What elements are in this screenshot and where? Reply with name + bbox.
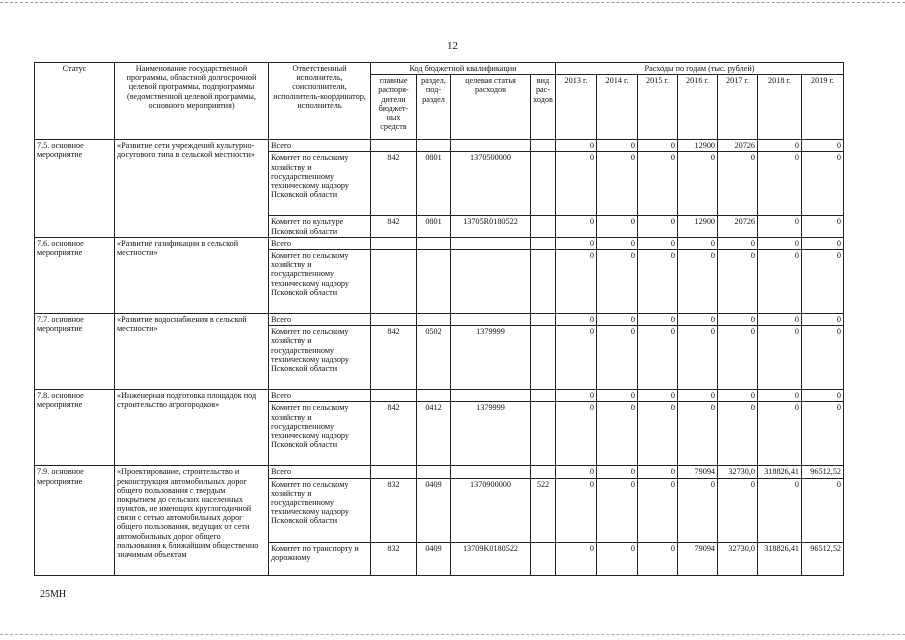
- year-value-cell: 0: [597, 542, 638, 575]
- year-value-cell: 32730,0: [718, 466, 758, 478]
- header-year: 2014 г.: [597, 75, 638, 140]
- year-value-cell: 0: [638, 390, 678, 402]
- year-value-cell: 0: [678, 249, 718, 313]
- expense-type-cell: [531, 390, 556, 402]
- executor-cell: Комитет по сельскому хозяйству и государственному техническому надзору Псковской области: [269, 478, 371, 542]
- year-value-cell: 0: [718, 402, 758, 466]
- year-value-cell: 0: [802, 326, 844, 390]
- header-section: раздел, под-раздел: [417, 75, 451, 140]
- year-value-cell: 0: [802, 249, 844, 313]
- year-value-cell: 0: [556, 402, 597, 466]
- year-value-cell: 0: [638, 542, 678, 575]
- year-value-cell: 0: [758, 313, 802, 325]
- table-row: [35, 313, 844, 325]
- expense-type-cell: [531, 140, 556, 152]
- executor-cell: Комитет по сельскому хозяйству и государственному техническому надзору Псковской области: [269, 249, 371, 313]
- measure-status: 7.7. основное мероприятие: [35, 313, 115, 389]
- measure-status: 7.8. основное мероприятие: [35, 390, 115, 466]
- year-value-cell: 0: [802, 216, 844, 237]
- scan-edge-bottom: [0, 634, 905, 636]
- year-value-cell: 20726: [718, 216, 758, 237]
- table-row: [35, 390, 844, 402]
- grbs-cell: 842: [371, 152, 417, 216]
- grbs-cell: [371, 313, 417, 325]
- section-cell: 0801: [417, 216, 451, 237]
- year-value-cell: 0: [556, 326, 597, 390]
- year-value-cell: 0: [556, 152, 597, 216]
- expense-type-cell: [531, 249, 556, 313]
- year-value-cell: 0: [758, 326, 802, 390]
- year-value-cell: 0: [556, 237, 597, 249]
- year-value-cell: 0: [638, 402, 678, 466]
- section-cell: [417, 237, 451, 249]
- article-cell: [451, 237, 531, 249]
- year-value-cell: 96512,52: [802, 466, 844, 478]
- year-value-cell: 0: [718, 326, 758, 390]
- year-value-cell: 0: [802, 478, 844, 542]
- expense-type-cell: [531, 542, 556, 575]
- header-status: Статус: [35, 63, 115, 140]
- header-budget-code: Код бюджетной квалификации: [371, 63, 556, 75]
- header-year: 2017 г.: [718, 75, 758, 140]
- section-cell: [417, 466, 451, 478]
- year-value-cell: 0: [678, 402, 718, 466]
- section-cell: 0409: [417, 478, 451, 542]
- year-value-cell: 0: [597, 478, 638, 542]
- executor-cell: Всего: [269, 313, 371, 325]
- year-value-cell: 0: [556, 390, 597, 402]
- grbs-cell: 842: [371, 216, 417, 237]
- year-value-cell: 12900: [678, 140, 718, 152]
- year-value-cell: 0: [638, 249, 678, 313]
- expense-type-cell: [531, 326, 556, 390]
- year-value-cell: 0: [638, 140, 678, 152]
- header-grbs: главные распоря-дители бюджет-ных средств: [371, 75, 417, 140]
- grbs-cell: 832: [371, 478, 417, 542]
- grbs-cell: [371, 237, 417, 249]
- grbs-cell: [371, 390, 417, 402]
- grbs-cell: [371, 466, 417, 478]
- year-value-cell: 0: [597, 140, 638, 152]
- year-value-cell: 0: [597, 390, 638, 402]
- executor-cell: Комитет по культуре Псковской области: [269, 216, 371, 237]
- year-value-cell: 0: [718, 249, 758, 313]
- executor-cell: Комитет по транспорту и дорожному: [269, 542, 371, 575]
- year-value-cell: 0: [678, 237, 718, 249]
- document-code: 25МН: [40, 589, 67, 600]
- article-cell: 13705R0180522: [451, 216, 531, 237]
- measure-status: 7.5. основное мероприятие: [35, 140, 115, 238]
- grbs-cell: 842: [371, 402, 417, 466]
- article-cell: 13709K0180522: [451, 542, 531, 575]
- year-value-cell: 0: [678, 478, 718, 542]
- expense-type-cell: [531, 237, 556, 249]
- article-cell: [451, 140, 531, 152]
- year-value-cell: 0: [556, 140, 597, 152]
- header-expenses: Расходы по годам (тыс. рублей): [556, 63, 844, 75]
- year-value-cell: 0: [638, 313, 678, 325]
- section-cell: [417, 313, 451, 325]
- year-value-cell: 0: [556, 216, 597, 237]
- year-value-cell: 0: [758, 237, 802, 249]
- scan-edge-top: [0, 2, 905, 4]
- year-value-cell: 0: [802, 237, 844, 249]
- article-cell: 1370900000: [451, 478, 531, 542]
- year-value-cell: 0: [718, 237, 758, 249]
- section-cell: 0801: [417, 152, 451, 216]
- year-value-cell: 0: [718, 313, 758, 325]
- measure-status: 7.6. основное мероприятие: [35, 237, 115, 313]
- year-value-cell: 0: [802, 313, 844, 325]
- year-value-cell: 0: [678, 313, 718, 325]
- header-year: 2016 г.: [678, 75, 718, 140]
- year-value-cell: 20726: [718, 140, 758, 152]
- section-cell: 0502: [417, 326, 451, 390]
- header-year: 2018 г.: [758, 75, 802, 140]
- article-cell: 1379999: [451, 402, 531, 466]
- year-value-cell: 0: [597, 402, 638, 466]
- year-value-cell: 0: [597, 313, 638, 325]
- expense-type-cell: 522: [531, 478, 556, 542]
- table-row: [35, 237, 844, 249]
- year-value-cell: 0: [758, 478, 802, 542]
- article-cell: 1379999: [451, 326, 531, 390]
- measure-name: «Проектирование, строительство и реконструкция автомобильных дорог общего пользования с твердым покрытием до сельских населенных пунктов, не имеющих круглогодичной связи с сетью автомобильных дорог общего пользования, ведущих от сети автомобильных дорог общего пользования к ближайшим общественно значимым объектам: [115, 466, 269, 575]
- measure-name: «Развитие газификации в сельской местности»: [115, 237, 269, 313]
- year-value-cell: 0: [597, 216, 638, 237]
- year-value-cell: 0: [718, 152, 758, 216]
- year-value-cell: 0: [758, 249, 802, 313]
- grbs-cell: [371, 140, 417, 152]
- year-value-cell: 0: [638, 152, 678, 216]
- year-value-cell: 12900: [678, 216, 718, 237]
- year-value-cell: 0: [638, 478, 678, 542]
- executor-cell: Всего: [269, 466, 371, 478]
- article-cell: [451, 390, 531, 402]
- year-value-cell: 0: [556, 249, 597, 313]
- header-year: 2013 г.: [556, 75, 597, 140]
- budget-table: [34, 62, 844, 576]
- year-value-cell: 0: [802, 152, 844, 216]
- header-target-article: целевая статья расходов: [451, 75, 531, 140]
- year-value-cell: 0: [802, 390, 844, 402]
- year-value-cell: 0: [718, 390, 758, 402]
- year-value-cell: 96512,52: [802, 542, 844, 575]
- article-cell: [451, 466, 531, 478]
- expense-type-cell: [531, 216, 556, 237]
- year-value-cell: 0: [758, 140, 802, 152]
- year-value-cell: 0: [678, 390, 718, 402]
- year-value-cell: 0: [758, 402, 802, 466]
- year-value-cell: 0: [802, 402, 844, 466]
- year-value-cell: 0: [802, 140, 844, 152]
- year-value-cell: 79094: [678, 466, 718, 478]
- measure-name: «Развитие водоснабжения в сельской местности»: [115, 313, 269, 389]
- section-cell: 0412: [417, 402, 451, 466]
- year-value-cell: 79094: [678, 542, 718, 575]
- year-value-cell: 0: [556, 313, 597, 325]
- page-number: 12: [447, 40, 458, 52]
- year-value-cell: 318826,41: [758, 466, 802, 478]
- year-value-cell: 0: [597, 249, 638, 313]
- year-value-cell: 0: [758, 152, 802, 216]
- year-value-cell: 0: [597, 326, 638, 390]
- header-executor: Ответственный исполнитель, соисполнители, исполнитель-координатор, исполнитель: [269, 63, 371, 140]
- year-value-cell: 0: [678, 326, 718, 390]
- executor-cell: Всего: [269, 390, 371, 402]
- year-value-cell: 318826,41: [758, 542, 802, 575]
- year-value-cell: 0: [638, 326, 678, 390]
- header-year: 2019 г.: [802, 75, 844, 140]
- table-row: [35, 466, 844, 478]
- year-value-cell: 0: [556, 466, 597, 478]
- executor-cell: Комитет по сельскому хозяйству и государственному техническому надзору Псковской области: [269, 402, 371, 466]
- year-value-cell: 0: [556, 542, 597, 575]
- article-cell: [451, 313, 531, 325]
- article-cell: 1370500000: [451, 152, 531, 216]
- expense-type-cell: [531, 152, 556, 216]
- year-value-cell: 0: [678, 152, 718, 216]
- measure-name: «Инженерная подготовка площадок под строительство агрогородков»: [115, 390, 269, 466]
- header-program-name: Наименование государственной программы, областной долгосрочной целевой программы, подпрограммы (ведомственной целевой программы, основного мероприятия): [115, 63, 269, 140]
- year-value-cell: 0: [597, 466, 638, 478]
- year-value-cell: 0: [638, 466, 678, 478]
- grbs-cell: 832: [371, 542, 417, 575]
- section-cell: [417, 249, 451, 313]
- header-year: 2015 г.: [638, 75, 678, 140]
- executor-cell: Всего: [269, 140, 371, 152]
- section-cell: [417, 390, 451, 402]
- year-value-cell: 0: [638, 216, 678, 237]
- expense-type-cell: [531, 466, 556, 478]
- measure-status: 7.9. основное мероприятие: [35, 466, 115, 575]
- year-value-cell: 0: [597, 237, 638, 249]
- executor-cell: Всего: [269, 237, 371, 249]
- article-cell: [451, 249, 531, 313]
- year-value-cell: 0: [597, 152, 638, 216]
- grbs-cell: 842: [371, 326, 417, 390]
- year-value-cell: 0: [758, 216, 802, 237]
- section-cell: 0409: [417, 542, 451, 575]
- header-expense-type: вид рас-ходов: [531, 75, 556, 140]
- measure-name: «Развитие сети учреждений культурно-досугового типа в сельской местности»: [115, 140, 269, 238]
- expense-type-cell: [531, 402, 556, 466]
- section-cell: [417, 140, 451, 152]
- year-value-cell: 0: [638, 237, 678, 249]
- grbs-cell: [371, 249, 417, 313]
- year-value-cell: 0: [718, 478, 758, 542]
- year-value-cell: 0: [556, 478, 597, 542]
- table-body: [35, 140, 844, 575]
- expense-type-cell: [531, 313, 556, 325]
- executor-cell: Комитет по сельскому хозяйству и государственному техническому надзору Псковской области: [269, 152, 371, 216]
- executor-cell: Комитет по сельскому хозяйству и государственному техническому надзору Псковской области: [269, 326, 371, 390]
- table-row: [35, 140, 844, 152]
- year-value-cell: 0: [758, 390, 802, 402]
- year-value-cell: 32730,0: [718, 542, 758, 575]
- table-header: [35, 63, 844, 140]
